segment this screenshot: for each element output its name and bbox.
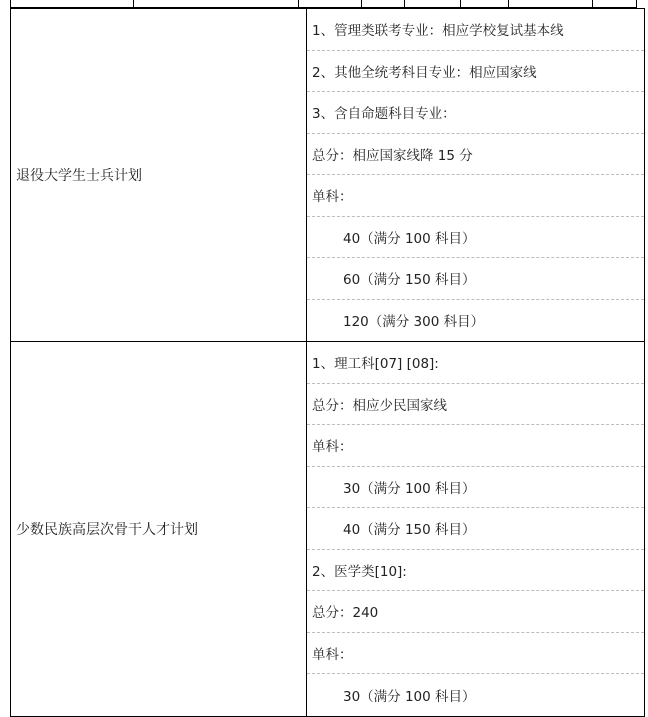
requirement-line: 总分：相应国家线降 15 分	[307, 134, 644, 176]
plan-name-cell: 少数民族高层次骨干人才计划	[11, 342, 307, 717]
requirement-line: 40（满分 150 科目）	[307, 508, 644, 550]
requirement-line: 总分：240	[307, 591, 644, 633]
policy-row	[11, 342, 645, 717]
requirement-line: 单科：	[307, 633, 644, 675]
column-divider	[361, 0, 362, 8]
column-divider	[460, 0, 461, 8]
requirement-line: 30（满分 100 科目）	[343, 688, 476, 705]
requirement-line: 单科：	[307, 175, 644, 217]
requirement-line: 1、理工科[07] [08]:	[307, 342, 644, 384]
requirement-line: 总分：相应少民国家线	[307, 384, 644, 426]
policy-row	[11, 9, 645, 342]
requirement-line: 单科：	[307, 425, 644, 467]
requirements-cell	[307, 342, 645, 717]
column-divider	[133, 0, 134, 8]
plan-name-cell: 退役大学生士兵计划	[11, 9, 307, 342]
requirement-line: 3、含自命题科目专业：	[307, 92, 644, 134]
column-divider	[298, 0, 299, 8]
requirement-line: 40（满分 100 科目）	[307, 217, 644, 259]
admission-policy-table	[10, 8, 645, 717]
requirement-line: 30（满分 100 科目）	[307, 467, 644, 509]
policy-table-body	[11, 9, 645, 717]
requirement-line: 1、管理类联考专业：相应学校复试基本线	[307, 9, 644, 51]
requirements-cell	[307, 9, 645, 342]
column-divider	[508, 0, 509, 8]
requirement-line: 2、医学类[10]:	[307, 550, 644, 592]
column-divider	[592, 0, 593, 8]
requirement-line: 2、其他全统考科目专业：相应国家线	[307, 51, 644, 93]
column-divider	[404, 0, 405, 8]
previous-row-edge	[10, 0, 637, 8]
requirement-line: 60（满分 150 科目）	[307, 258, 644, 300]
requirement-line: 120（满分 300 科目）	[343, 314, 485, 331]
